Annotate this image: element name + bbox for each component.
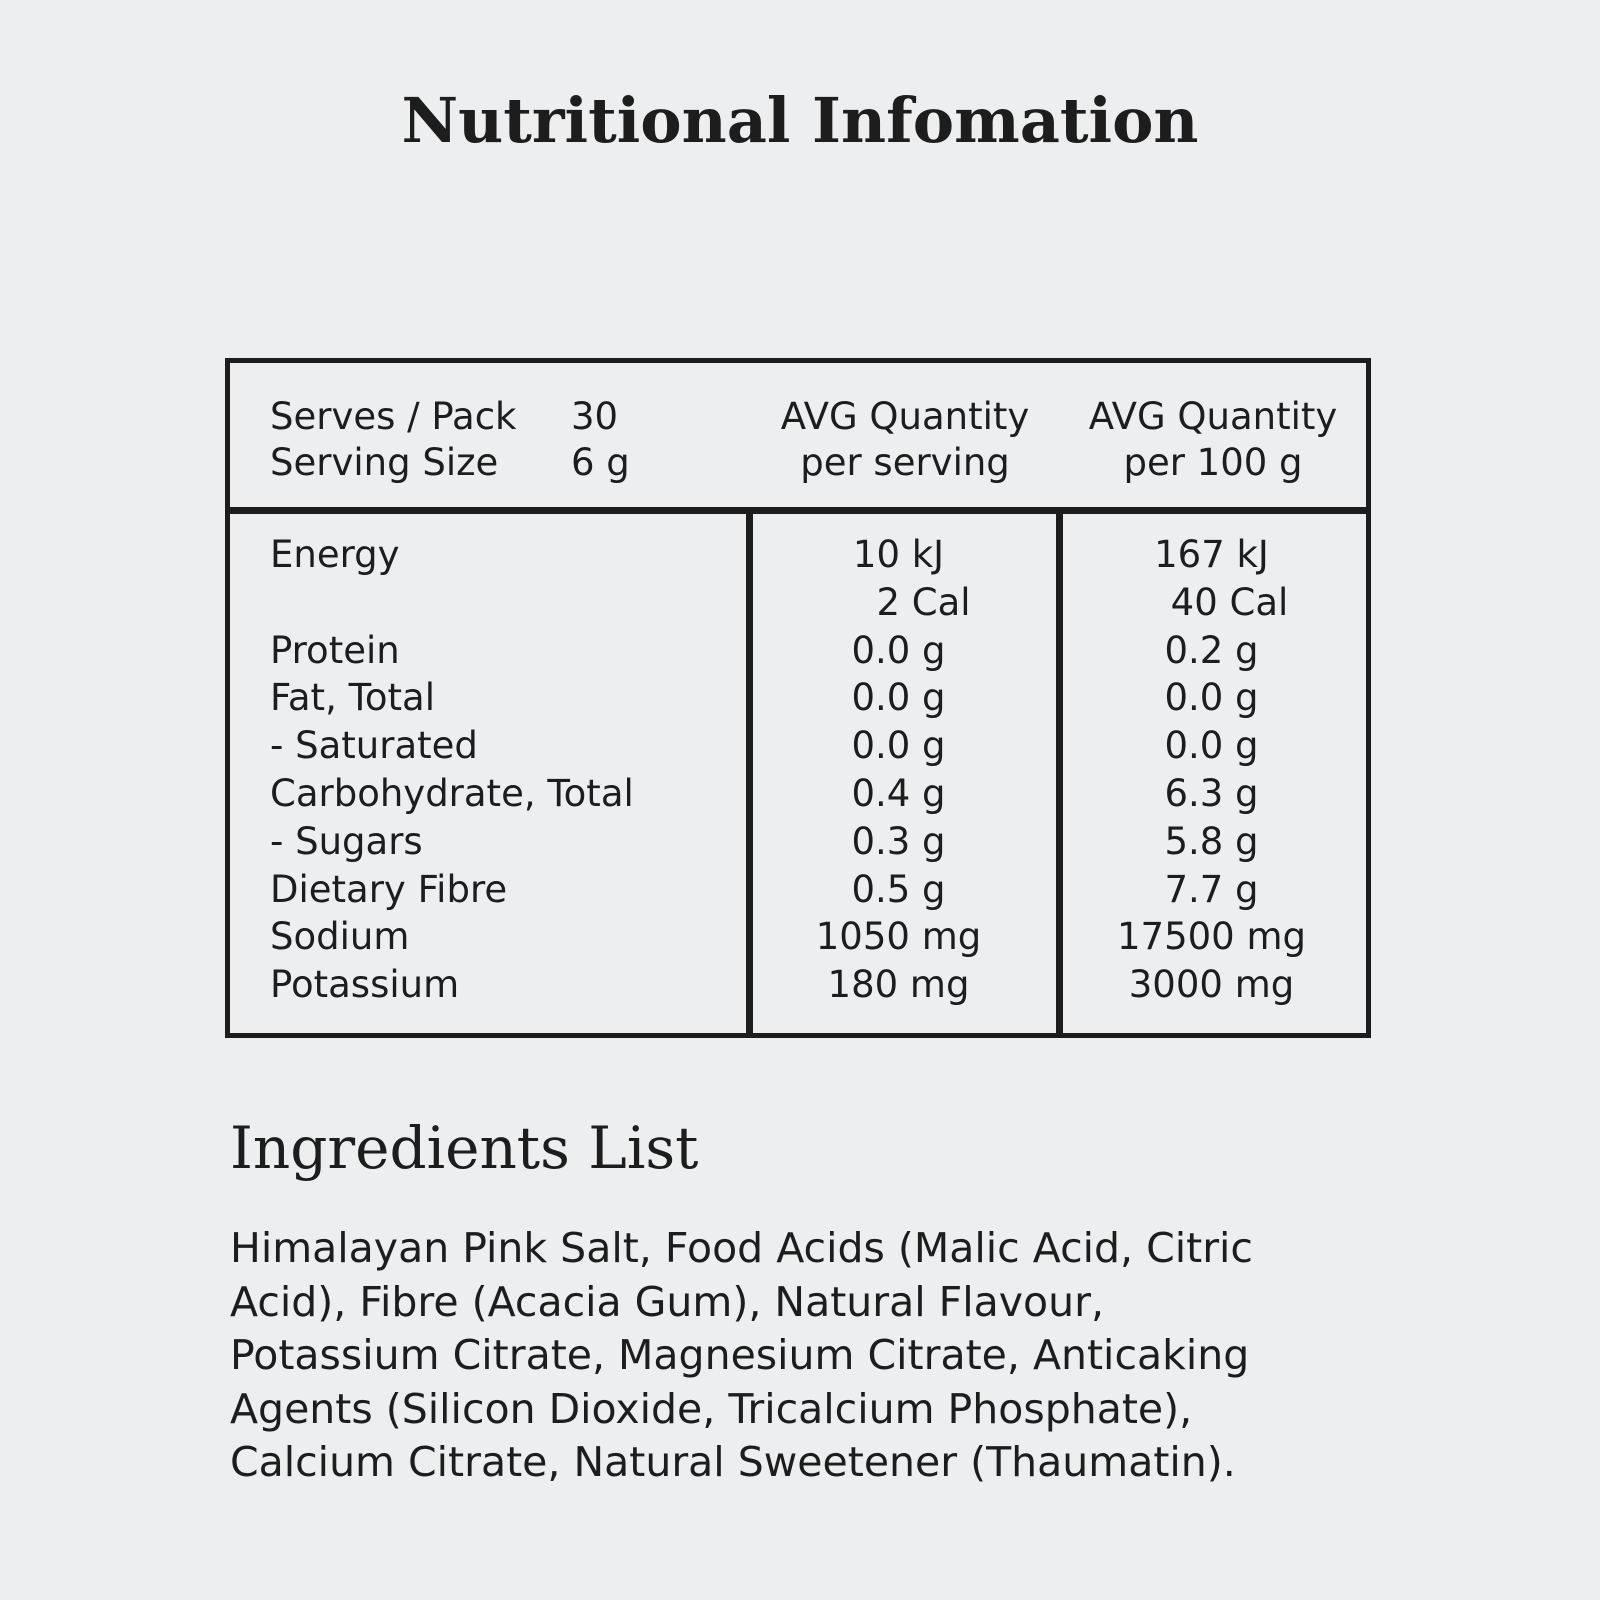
column-header-per-100g-line2: per 100 g [1123, 441, 1303, 484]
page-title: Nutritional Infomation [401, 84, 1199, 157]
per-100g-value: 17500 mg [1117, 915, 1306, 959]
per-serving-value: 0.0 g [851, 628, 946, 672]
header-divider [230, 507, 1366, 514]
per-100g-column [1063, 531, 1366, 1009]
nutrient-name: Carbohydrate, Total [270, 771, 634, 815]
column-header-per-serving-line1: AVG Quantity [780, 395, 1030, 438]
ingredients-line: Himalayan Pink Salt, Food Acids (Malic Acid, Citric [230, 1224, 1253, 1272]
nutrient-name: Fat, Total [270, 676, 436, 720]
nutrition-table [225, 358, 1371, 1038]
serves-per-pack-value: 30 [571, 395, 619, 438]
nutrient-name: Potassium [270, 963, 460, 1007]
ingredients-heading: Ingredients List [230, 1114, 699, 1182]
nutrient-name: Protein [270, 628, 400, 672]
nutrient-names-column [270, 531, 740, 1009]
per-100g-value: 167 kJ [1154, 533, 1269, 576]
nutrient-name: - Sugars [270, 819, 423, 863]
per-100g-value: 6.3 g [1164, 771, 1259, 815]
column-header-per-serving [750, 394, 1060, 486]
per-serving-value: 0.4 g [851, 771, 946, 815]
per-100g-value: 5.8 g [1164, 819, 1259, 863]
nutrient-name: Sodium [270, 915, 410, 959]
per-serving-value: 0.5 g [851, 867, 946, 911]
per-serving-value: 10 kJ [852, 533, 945, 576]
serving-size-value: 6 g [571, 441, 630, 484]
per-serving-value: 0.0 g [851, 724, 946, 768]
per-100g-value: 0.0 g [1164, 676, 1259, 720]
per-serving-value: 1050 mg [815, 915, 982, 959]
ingredients-line: Calcium Citrate, Natural Sweetener (Thaumatin). [230, 1438, 1236, 1486]
per-serving-value: 2 Cal [876, 580, 971, 624]
per-serving-value: 180 mg [827, 963, 970, 1007]
ingredients-text [230, 1222, 1390, 1490]
column-header-per-100g [1060, 394, 1366, 486]
per-100g-value: 40 Cal [1170, 580, 1289, 624]
serving-size-label: Serving Size [270, 441, 499, 484]
column-divider-2 [1056, 514, 1063, 1033]
serving-info-labels [270, 394, 516, 486]
nutrient-name: Energy [270, 533, 400, 576]
serving-info-values [571, 394, 630, 486]
ingredients-line: Potassium Citrate, Magnesium Citrate, Anticaking [230, 1331, 1250, 1379]
per-serving-value: 0.0 g [851, 676, 946, 720]
per-serving-value: 0.3 g [851, 819, 946, 863]
serves-per-pack-label: Serves / Pack [270, 395, 517, 438]
ingredients-line: Agents (Silicon Dioxide, Tricalcium Phosphate), [230, 1384, 1193, 1433]
column-header-per-serving-line2: per serving [800, 441, 1010, 484]
per-serving-column [753, 531, 1056, 1009]
per-100g-value: 3000 mg [1128, 963, 1295, 1007]
column-divider-1 [746, 514, 753, 1033]
nutrient-name [270, 579, 740, 627]
per-100g-value: 7.7 g [1164, 867, 1259, 911]
per-100g-value: 0.0 g [1164, 724, 1259, 768]
ingredients-line: Acid), Fibre (Acacia Gum), Natural Flavour, [230, 1277, 1104, 1326]
nutrient-name: - Saturated [270, 724, 478, 768]
per-100g-value: 0.2 g [1164, 628, 1259, 672]
nutrient-name: Dietary Fibre [270, 867, 508, 911]
column-header-per-100g-line1: AVG Quantity [1088, 395, 1338, 438]
